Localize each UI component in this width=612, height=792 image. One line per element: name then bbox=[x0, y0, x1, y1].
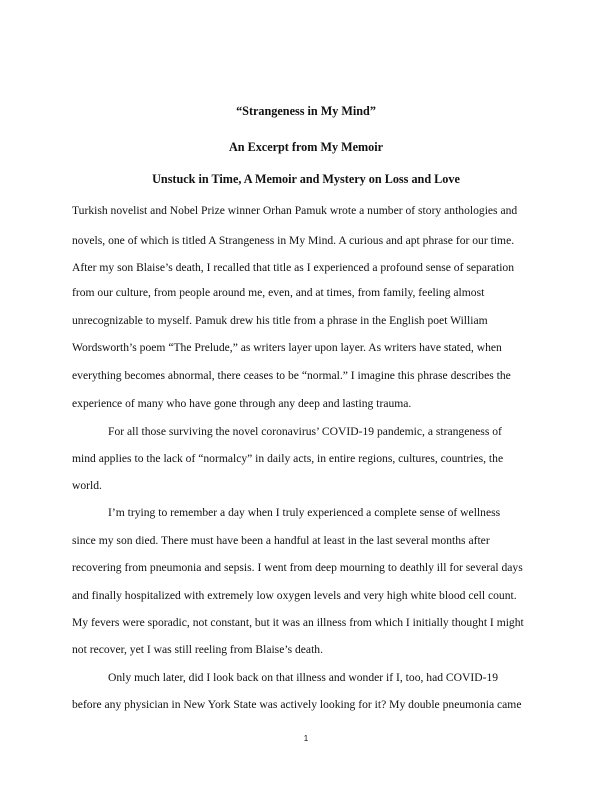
body-line: Wordsworth’s poem “The Prelude,” as writers layer upon layer. As writers have stated, when bbox=[72, 341, 502, 354]
document-title: “Strangeness in My Mind” bbox=[236, 104, 376, 118]
body-line: I’m trying to remember a day when I truly experienced a complete sense of wellness bbox=[108, 506, 501, 519]
body-line: and finally hospitalized with extremely low oxygen levels and very high white blood cell count. bbox=[72, 589, 517, 602]
body-line: unrecognizable to myself. Pamuk drew his title from a phrase in the English poet William bbox=[72, 314, 488, 327]
body-line: not recover, yet I was still reeling from Blaise’s death. bbox=[72, 643, 323, 656]
body-line: before any physician in New York State was actively looking for it? My double pneumonia came bbox=[72, 698, 522, 711]
body-line: Only much later, did I look back on that illness and wonder if I, too, had COVID-19 bbox=[108, 671, 499, 684]
body-line: Turkish novelist and Nobel Prize winner Orhan Pamuk wrote a number of story anthologies and bbox=[72, 204, 518, 217]
body-line: experience of many who have gone through any deep and lasting trauma. bbox=[72, 397, 412, 410]
book-title: Unstuck in Time, A Memoir and Mystery on Loss and Love bbox=[152, 172, 460, 186]
body-line: since my son died. There must have been a handful at least in the last several months after bbox=[72, 534, 490, 547]
body-line: from our culture, from people around me, even, and at times, from family, feeling almost bbox=[72, 286, 485, 299]
page-number: 1 bbox=[303, 734, 309, 743]
body-line: world. bbox=[72, 479, 102, 492]
body-line: For all those surviving the novel coronavirus’ COVID-19 pandemic, a strangeness of bbox=[108, 425, 502, 438]
body-line: novels, one of which is titled A Strangeness in My Mind. A curious and apt phrase for our time. bbox=[72, 234, 515, 247]
body-line: mind applies to the lack of “normalcy” in daily acts, in entire regions, cultures, countries, the bbox=[72, 452, 504, 465]
body-line: My fevers were sporadic, not constant, but it was an illness from which I initially thought I might bbox=[72, 616, 524, 629]
body-line: everything becomes abnormal, there ceases to be “normal.” I imagine this phrase describes the bbox=[72, 369, 511, 382]
body-line: recovering from pneumonia and sepsis. I went from deep mourning to deathly ill for several days bbox=[72, 561, 523, 574]
body-line: After my son Blaise’s death, I recalled that title as I experienced a profound sense of separation bbox=[72, 261, 515, 274]
document-subtitle: An Excerpt from My Memoir bbox=[228, 140, 384, 154]
